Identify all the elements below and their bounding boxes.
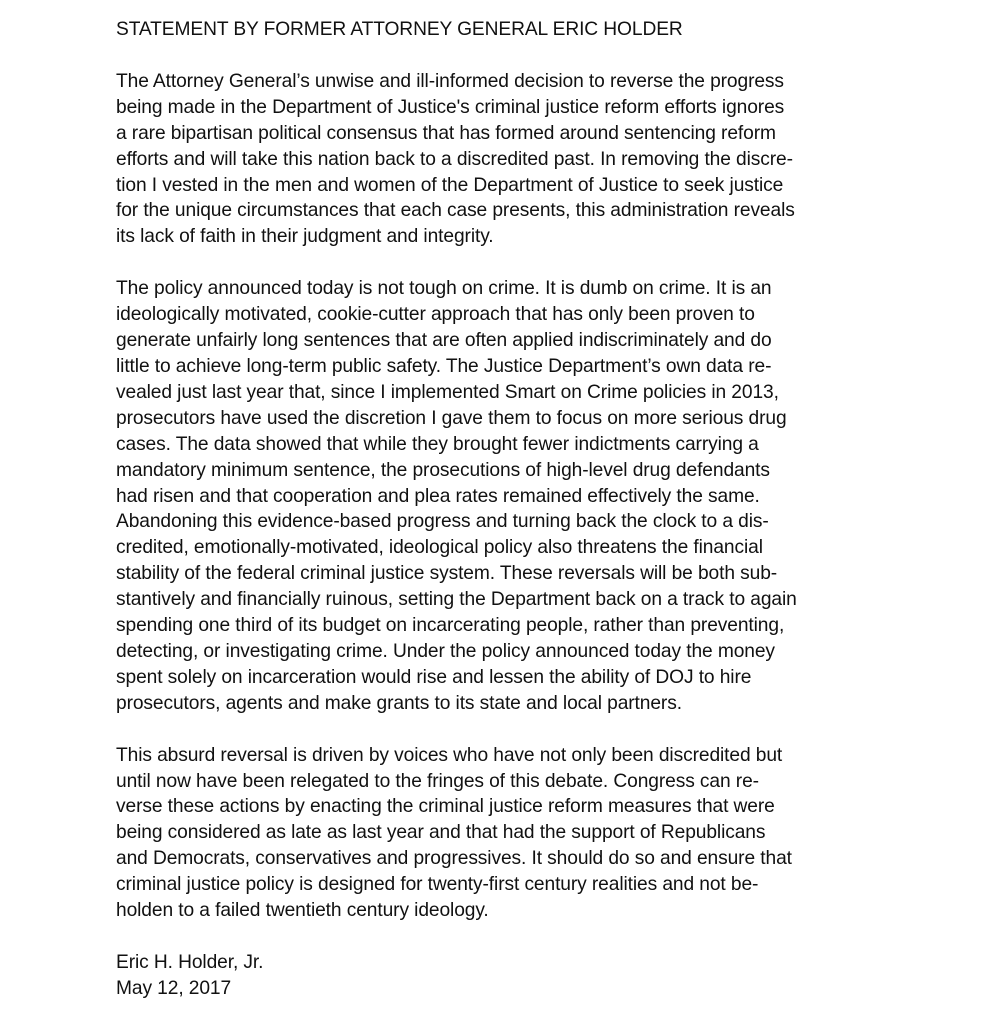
text-line: efforts and will take this nation back to a discredited past. In removing the discre- xyxy=(116,148,793,170)
text-line: a rare bipartisan political consensus that has formed around sentencing reform xyxy=(116,122,776,144)
text-line: The Attorney General’s unwise and ill-informed decision to reverse the progress xyxy=(116,70,784,92)
text-line: stability of the federal criminal justice system. These reversals will be both sub- xyxy=(116,563,778,585)
text-line: verse these actions by enacting the criminal justice reform measures that were xyxy=(116,796,775,818)
statement-document xyxy=(116,17,876,1002)
text-line: cases. The data showed that while they brought fewer indictments carrying a xyxy=(116,433,759,455)
statement-title: STATEMENT BY FORMER ATTORNEY GENERAL ERIC HOLDER xyxy=(116,19,683,40)
text-line: credited, emotionally-motivated, ideological policy also threatens the financial xyxy=(116,537,763,559)
text-line: The policy announced today is not tough on crime. It is dumb on crime. It is an xyxy=(116,278,772,300)
text-line: criminal justice policy is designed for twenty-first century realities and not be- xyxy=(116,874,759,896)
paragraph-1 xyxy=(116,69,876,250)
text-line: stantively and financially ruinous, setting the Department back on a track to again xyxy=(116,589,797,611)
text-line: detecting, or investigating crime. Under the policy announced today the money xyxy=(116,640,775,662)
text-line: prosecutors have used the discretion I gave them to focus on more serious drug xyxy=(116,407,787,429)
text-line: spent solely on incarceration would rise and lessen the ability of DOJ to hire xyxy=(116,666,752,688)
text-line: had risen and that cooperation and plea rates remained effectively the same. xyxy=(116,485,760,507)
text-line: being made in the Department of Justice's criminal justice reform efforts ignores xyxy=(116,96,785,118)
signature-date: May 12, 2017 xyxy=(116,977,232,999)
text-line: its lack of faith in their judgment and integrity. xyxy=(116,226,494,248)
text-line: being considered as late as last year and that had the support of Republicans xyxy=(116,822,766,844)
text-line: ideologically motivated, cookie-cutter approach that has only been proven to xyxy=(116,304,755,326)
text-line: generate unfairly long sentences that are often applied indiscriminately and do xyxy=(116,330,772,352)
text-line: Abandoning this evidence-based progress and turning back the clock to a dis- xyxy=(116,511,769,533)
text-line: prosecutors, agents and make grants to its state and local partners. xyxy=(116,692,682,714)
text-line: for the unique circumstances that each case presents, this administration reveals xyxy=(116,200,795,222)
text-line: holden to a failed twentieth century ideology. xyxy=(116,900,489,922)
text-line: little to achieve long-term public safety. The Justice Department’s own data re- xyxy=(116,355,772,377)
text-line: This absurd reversal is driven by voices who have not only been discredited but xyxy=(116,744,783,766)
text-line: vealed just last year that, since I implemented Smart on Crime policies in 2013, xyxy=(116,381,779,403)
text-line: mandatory minimum sentence, the prosecutions of high-level drug defendants xyxy=(116,459,770,481)
signature-name: Eric H. Holder, Jr. xyxy=(116,952,264,973)
paragraph-3 xyxy=(116,743,876,924)
text-line: spending one third of its budget on incarcerating people, rather than preventing, xyxy=(116,615,785,637)
signature-block xyxy=(116,950,876,1002)
text-line: and Democrats, conservatives and progressives. It should do so and ensure that xyxy=(116,848,792,870)
text-line: until now have been relegated to the fringes of this debate. Congress can re- xyxy=(116,770,759,792)
text-line: tion I vested in the men and women of the Department of Justice to seek justice xyxy=(116,174,784,196)
paragraph-2 xyxy=(116,276,876,716)
